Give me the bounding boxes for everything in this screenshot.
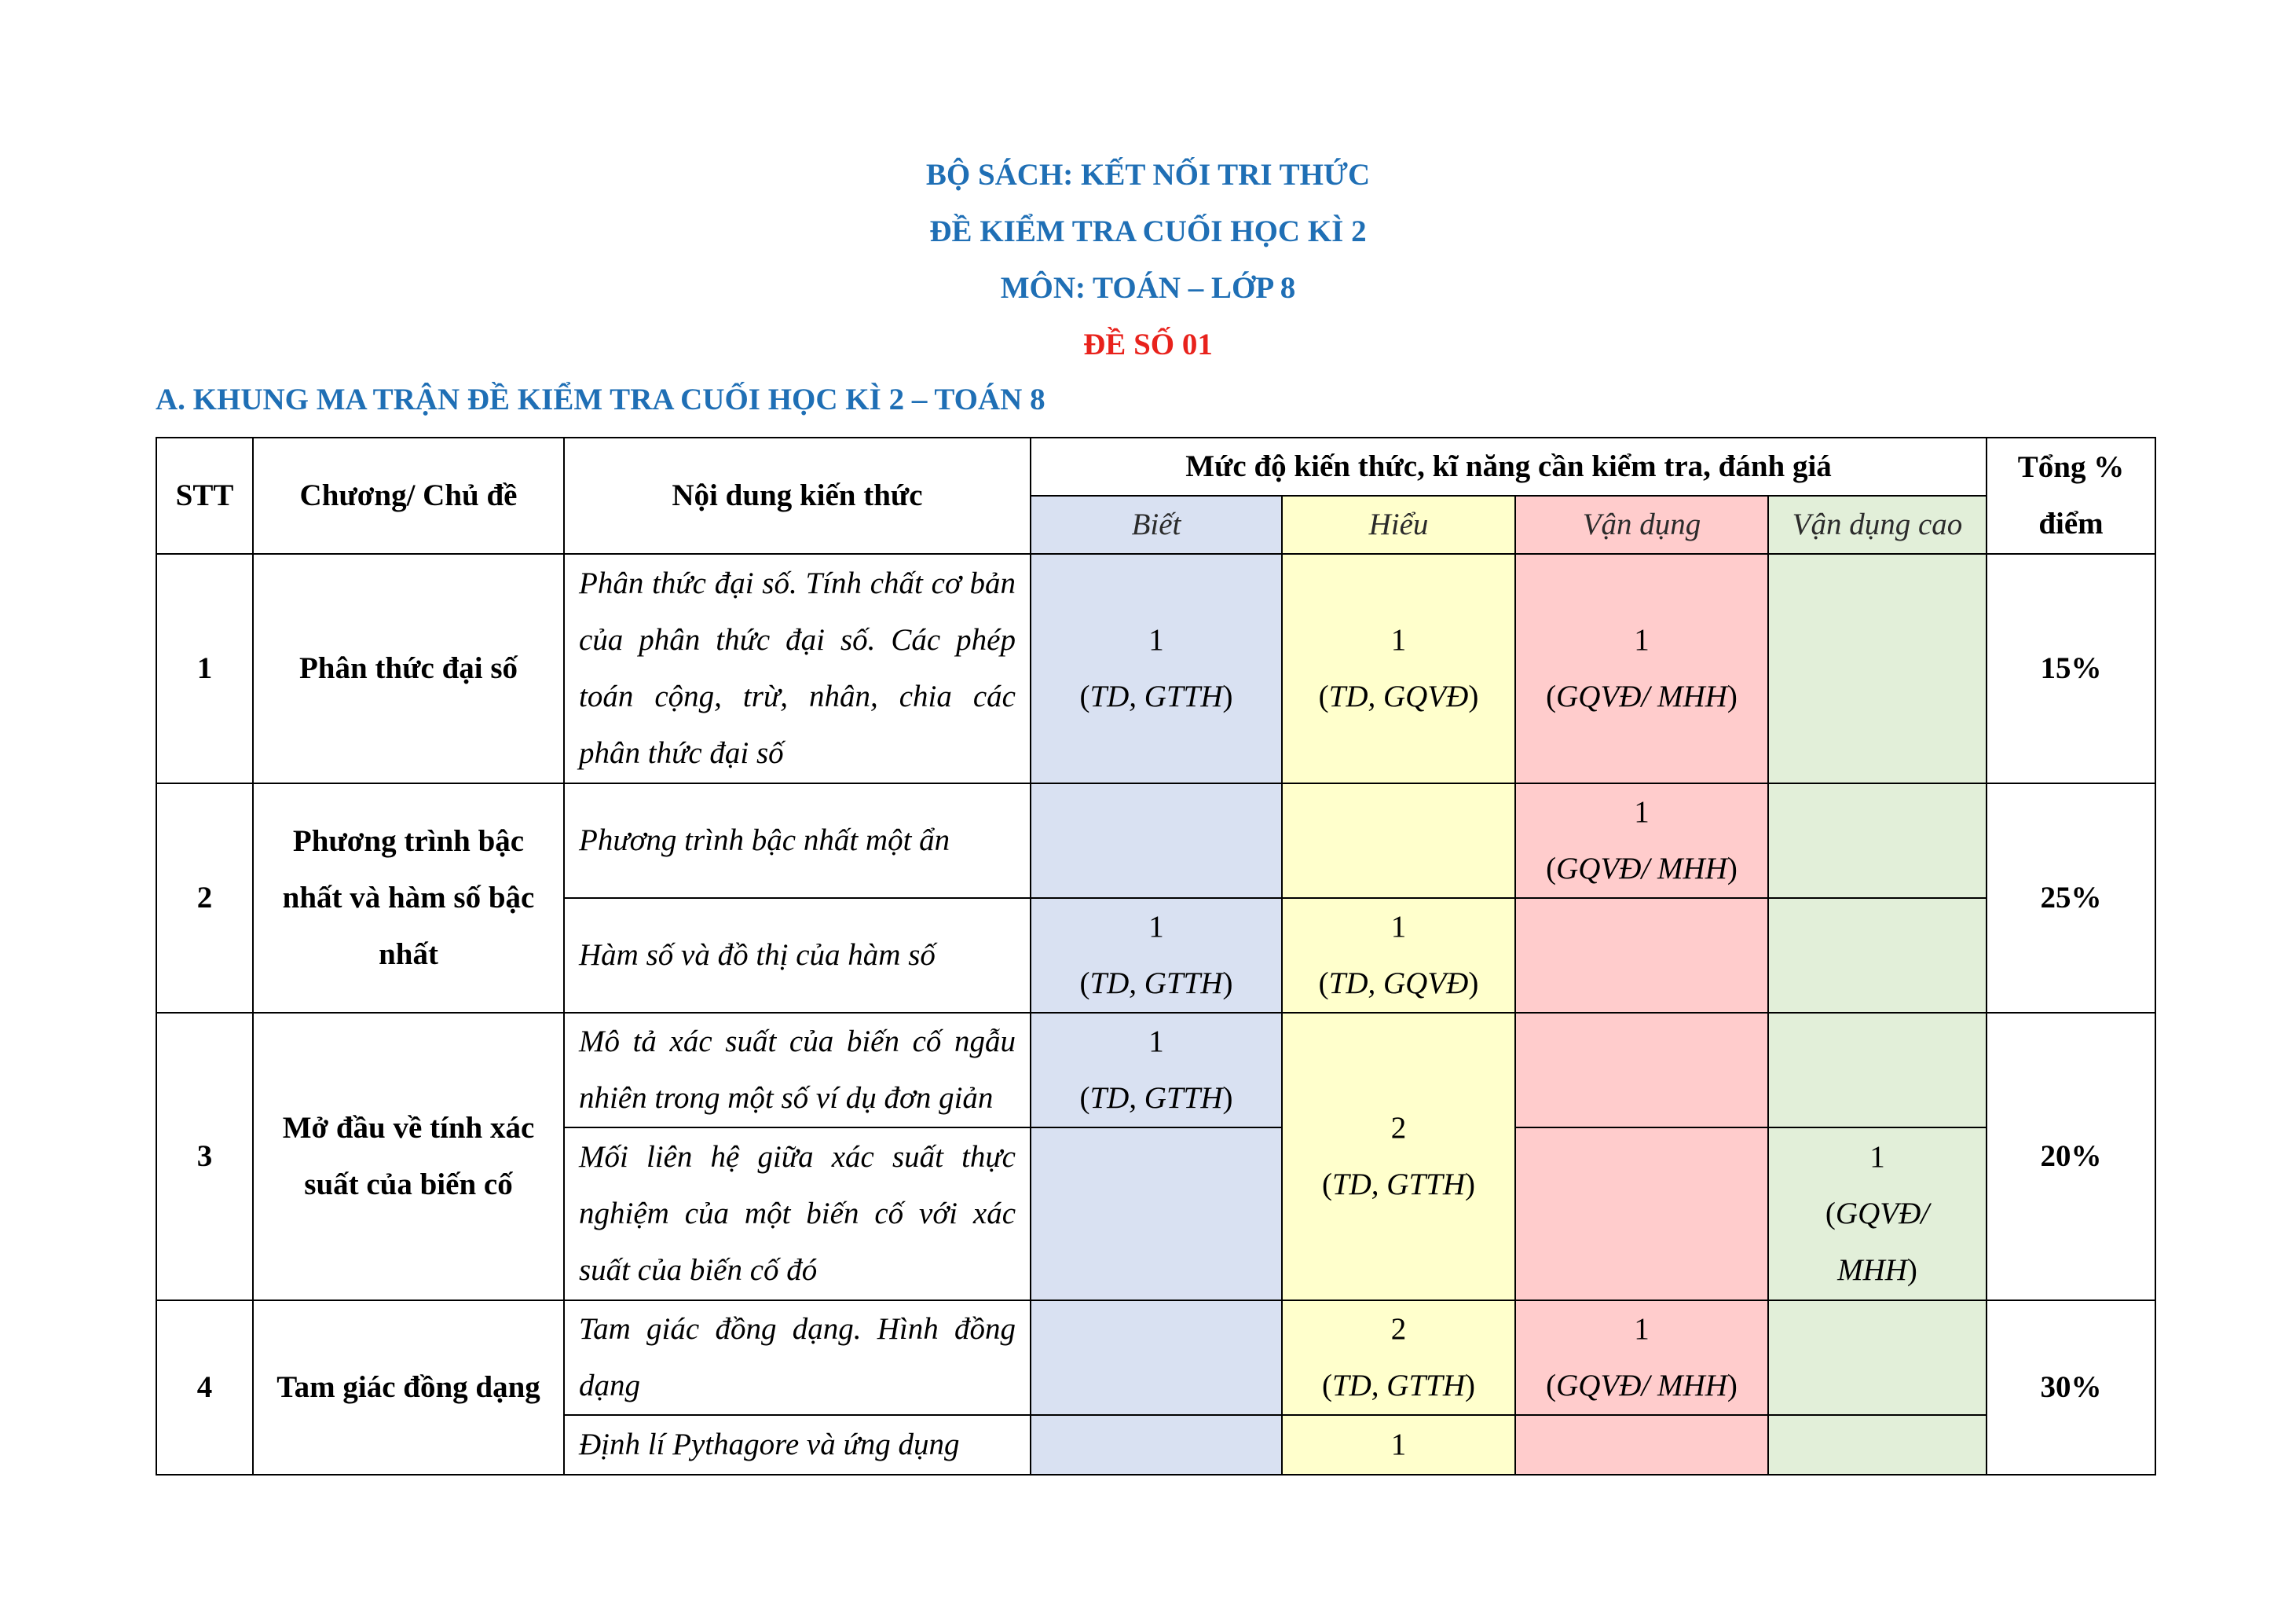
cell-van-dung: 1 (GQVĐ/ MHH) [1515,783,1768,898]
cell-biet: 1 (TD, GTTH) [1031,898,1282,1013]
cell-van-dung-cao [1768,1013,1987,1127]
header-row [156,438,2155,496]
matrix-table [156,437,2156,1476]
skill-codes: TD, GQVĐ [1328,966,1469,1000]
question-count: 1 [1148,623,1164,657]
cell-van-dung [1515,1127,1768,1300]
exam-number: ĐỀ SỐ 01 [1083,328,1213,361]
cell-biet [1031,1415,1282,1475]
question-count: 1 [1869,1140,1885,1174]
cell-biet: 1 (TD, GTTH) [1031,1013,1282,1127]
cell-biet [1031,1127,1282,1300]
row-total: 20% [1987,1013,2155,1300]
cell-van-dung-cao [1768,898,1987,1013]
question-count: 2 [1390,1312,1407,1346]
cell-biet [1031,783,1282,898]
cell-hieu: 2 (TD, GTTH) [1282,1013,1515,1300]
row-content: Định lí Pythagore và ứng dụng [564,1415,1031,1475]
cell-van-dung-cao [1768,1415,1987,1475]
question-count: 1 [1390,623,1407,657]
skill-codes: GQVĐ/ MHH [1556,1369,1727,1402]
cell-hieu [1282,1415,1515,1475]
question-count: 1 [1390,1428,1407,1461]
row-stt: 4 [156,1300,253,1475]
row-content: Mô tả xác suất của biến cố ngẫu nhiên trong một số ví dụ đơn giản [564,1013,1031,1127]
header-stt: STT [156,438,253,554]
skill-codes: TD, GTTH [1089,680,1223,713]
row-content: Mối liên hệ giữa xác suất thực nghiệm của một biến cố với xác suất của biến cố đó [564,1127,1031,1300]
header-topic: Chương/ Chủ đề [253,438,564,554]
cell-hieu: 2 (TD, GTTH) [1282,1300,1515,1415]
skill-codes: TD, GTTH [1089,1081,1223,1115]
question-count: 1 [1148,1025,1164,1058]
row-stt: 3 [156,1013,253,1300]
row-content: Phương trình bậc nhất một ẩn [564,783,1031,898]
row-content: Hàm số và đồ thị của hàm số [564,898,1031,1013]
skill-codes: TD, GTTH [1089,966,1223,1000]
row-total: 30% [1987,1300,2155,1475]
row-total: 25% [1987,783,2155,1013]
cell-van-dung-cao [1768,554,1987,783]
book-series-title: BỘ SÁCH: KẾT NỐI TRI THỨC [925,158,1371,192]
header-biet: Biết [1031,496,1282,554]
question-count: 2 [1390,1111,1407,1145]
header-total [1987,438,2155,554]
cell-van-dung: 1 (GQVĐ/ MHH) [1515,1300,1768,1415]
row-total: 15% [1987,554,2155,783]
skill-codes: MHH [1837,1253,1907,1287]
row-topic: Tam giác đồng dạng [253,1300,564,1475]
row-topic: Phân thức đại số [253,554,564,783]
row-topic: Mở đầu về tính xác suất của biến cố [253,1013,564,1300]
cell-van-dung [1515,1415,1768,1475]
skill-codes: TD, GTTH [1331,1168,1466,1201]
cell-van-dung-cao [1768,783,1987,898]
cell-van-dung-cao [1768,1300,1987,1415]
cell-hieu: 1 (TD, GQVĐ) [1282,554,1515,783]
header-levels: Mức độ kiến thức, kĩ năng cần kiểm tra, đánh giá [1031,438,1987,496]
exam-title: ĐỀ KIỂM TRA CUỐI HỌC KÌ 2 [929,214,1367,248]
subject-title: MÔN: TOÁN – LỚP 8 [1000,271,1296,305]
header-content: Nội dung kiến thức [564,438,1031,554]
cell-hieu: 1 (TD, GQVĐ) [1282,898,1515,1013]
question-count: 1 [1390,910,1407,944]
skill-codes: GQVĐ/ MHH [1556,680,1727,713]
question-count: 1 [1634,795,1650,829]
row-content: Phân thức đại số. Tính chất cơ bản của phân thức đại số. Các phép toán cộng, trừ, nhân, chia các phân thức đại số [564,554,1031,783]
cell-biet [1031,1300,1282,1415]
table-row [156,783,2155,898]
row-stt: 1 [156,554,253,783]
question-count: 1 [1634,623,1650,657]
header-total-line1: Tổng % [2017,450,2125,484]
table-row [156,1013,2155,1127]
cell-hieu [1282,783,1515,898]
header-van-dung-cao: Vận dụng cao [1768,496,1987,554]
row-topic: Phương trình bậc nhất và hàm số bậc nhất [253,783,564,1013]
cell-van-dung [1515,1013,1768,1127]
table-row [156,554,2155,783]
skill-codes: GQVĐ/ [1835,1197,1930,1230]
row-content: Tam giác đồng dạng. Hình đồng dạng [564,1300,1031,1415]
skill-codes: GQVĐ/ MHH [1556,852,1727,885]
header-van-dung: Vận dụng [1515,496,1768,554]
header-total-line2: điểm [2038,507,2104,541]
cell-van-dung-cao: 1 (GQVĐ/ MHH) [1768,1127,1987,1300]
question-count: 1 [1634,1312,1650,1346]
row-stt: 2 [156,783,253,1013]
section-heading: A. KHUNG MA TRẬN ĐỀ KIỂM TRA CUỐI HỌC KÌ 2 – TOÁN 8 [156,383,1045,416]
table-row [156,1300,2155,1415]
skill-codes: TD, GTTH [1331,1369,1466,1402]
cell-van-dung: 1 (GQVĐ/ MHH) [1515,554,1768,783]
cell-biet: 1 (TD, GTTH) [1031,554,1282,783]
skill-codes: TD, GQVĐ [1328,680,1469,713]
cell-van-dung [1515,898,1768,1013]
header-hieu: Hiểu [1282,496,1515,554]
question-count: 1 [1148,910,1164,944]
